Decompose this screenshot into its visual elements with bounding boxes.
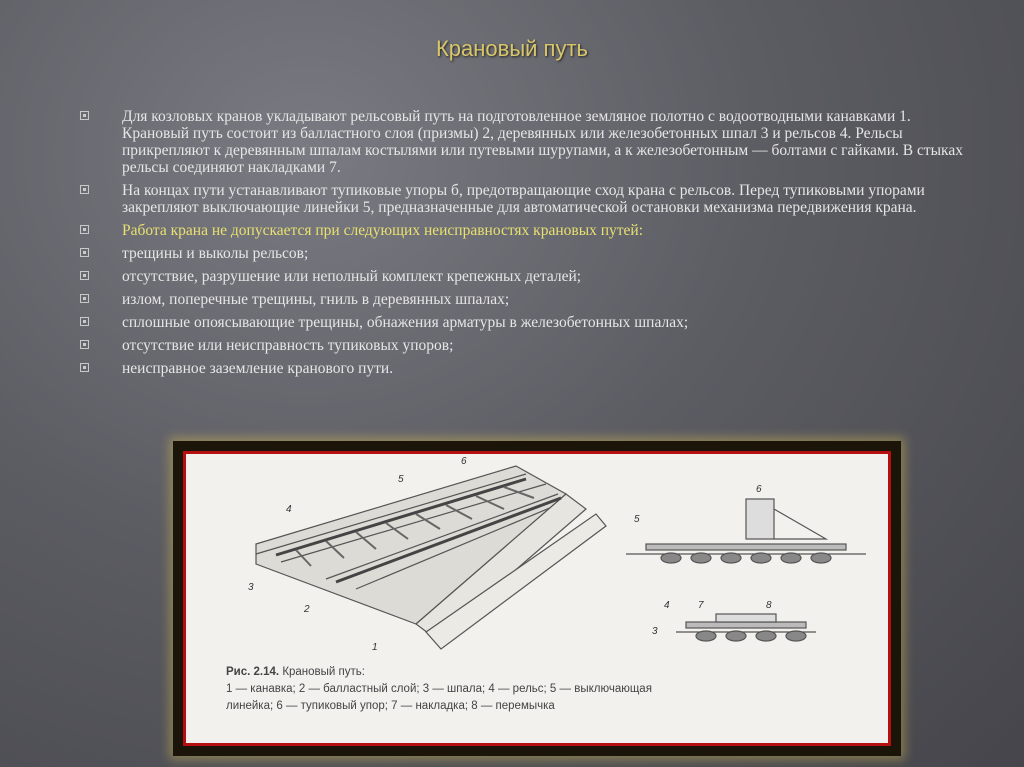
bullet-icon xyxy=(80,111,89,120)
bullet-icon xyxy=(80,294,89,303)
list-item xyxy=(78,245,978,262)
list-item xyxy=(78,360,978,377)
label-8-joint: 8 xyxy=(766,600,772,611)
label-3-joint: 3 xyxy=(652,626,658,637)
item-text: трещины и выколы рельсов; xyxy=(122,245,309,262)
bullet-icon xyxy=(80,363,89,372)
label-3: 3 xyxy=(248,582,254,593)
caption-line-1: 1 — канавка; 2 — балластный слой; 3 — шпала; 4 — рельс; 5 — выключающая xyxy=(226,683,652,695)
list-item xyxy=(78,182,978,216)
item-text: На концах пути устанавливают тупиковые упоры б, предотвращающие сход крана с рельсов. Перед тупиковыми упорами закрепляют выключающие линейки 5, предназначенные для автоматической остановки механизма передвижения крана. xyxy=(122,182,925,216)
label-5-side: 5 xyxy=(634,514,640,525)
list-item xyxy=(78,337,978,354)
label-1: 1 xyxy=(372,642,378,653)
crane-track-figure xyxy=(183,451,891,746)
label-4: 4 xyxy=(286,504,292,515)
bullet-icon xyxy=(80,340,89,349)
item-text: неисправное заземление кранового пути. xyxy=(122,360,394,377)
label-4-joint: 4 xyxy=(664,600,670,611)
item-text: Работа крана не допускается при следующих неисправностях крановых путей: xyxy=(122,222,644,239)
list-item-highlight xyxy=(78,222,978,239)
item-text: отсутствие или неисправность тупиковых упоров; xyxy=(122,337,454,354)
bullet-icon xyxy=(80,271,89,280)
figure-caption xyxy=(226,664,866,715)
item-text: Для козловых кранов укладывают рельсовый путь на подготовленное земляное полотно с водоотводными канавками 1. Крановый путь состоит из балластного слоя (призмы) 2, деревянных или железобетонных шпал 3 и рельсов 4. Рельсы прикрепляют к деревянным шпалам костылями или путевыми шурупами, а к железобетонным — болтами с гайками. В стыках рельсы соединяют накладками 7. xyxy=(122,108,963,176)
label-5: 5 xyxy=(398,474,404,485)
item-text: сплошные опоясывающие трещины, обнажения арматуры в железобетонных шпалах; xyxy=(122,314,689,331)
item-text: отсутствие, разрушение или неполный комплект крепежных деталей; xyxy=(122,268,582,285)
bullet-icon xyxy=(80,317,89,326)
caption-title: Рис. 2.14. xyxy=(226,666,280,678)
caption-line-2: линейка; 6 — тупиковый упор; 7 — накладка; 8 — перемычка xyxy=(226,700,555,712)
list-item xyxy=(78,108,978,176)
bullet-icon xyxy=(80,185,89,194)
list-item xyxy=(78,291,978,308)
item-text: излом, поперечные трещины, гниль в деревянных шпалах; xyxy=(122,291,510,308)
bullet-icon xyxy=(80,225,89,234)
label-6: 6 xyxy=(461,456,467,467)
list-item xyxy=(78,268,978,285)
label-7-joint: 7 xyxy=(698,600,704,611)
label-2: 2 xyxy=(304,604,310,615)
list-item xyxy=(78,314,978,331)
slide-title: Крановый путь xyxy=(435,36,589,61)
figure-frame xyxy=(173,441,901,756)
bullet-list xyxy=(78,108,978,383)
bullet-icon xyxy=(80,248,89,257)
caption-name: Крановый путь: xyxy=(282,666,365,678)
label-6-side: 6 xyxy=(756,484,762,495)
